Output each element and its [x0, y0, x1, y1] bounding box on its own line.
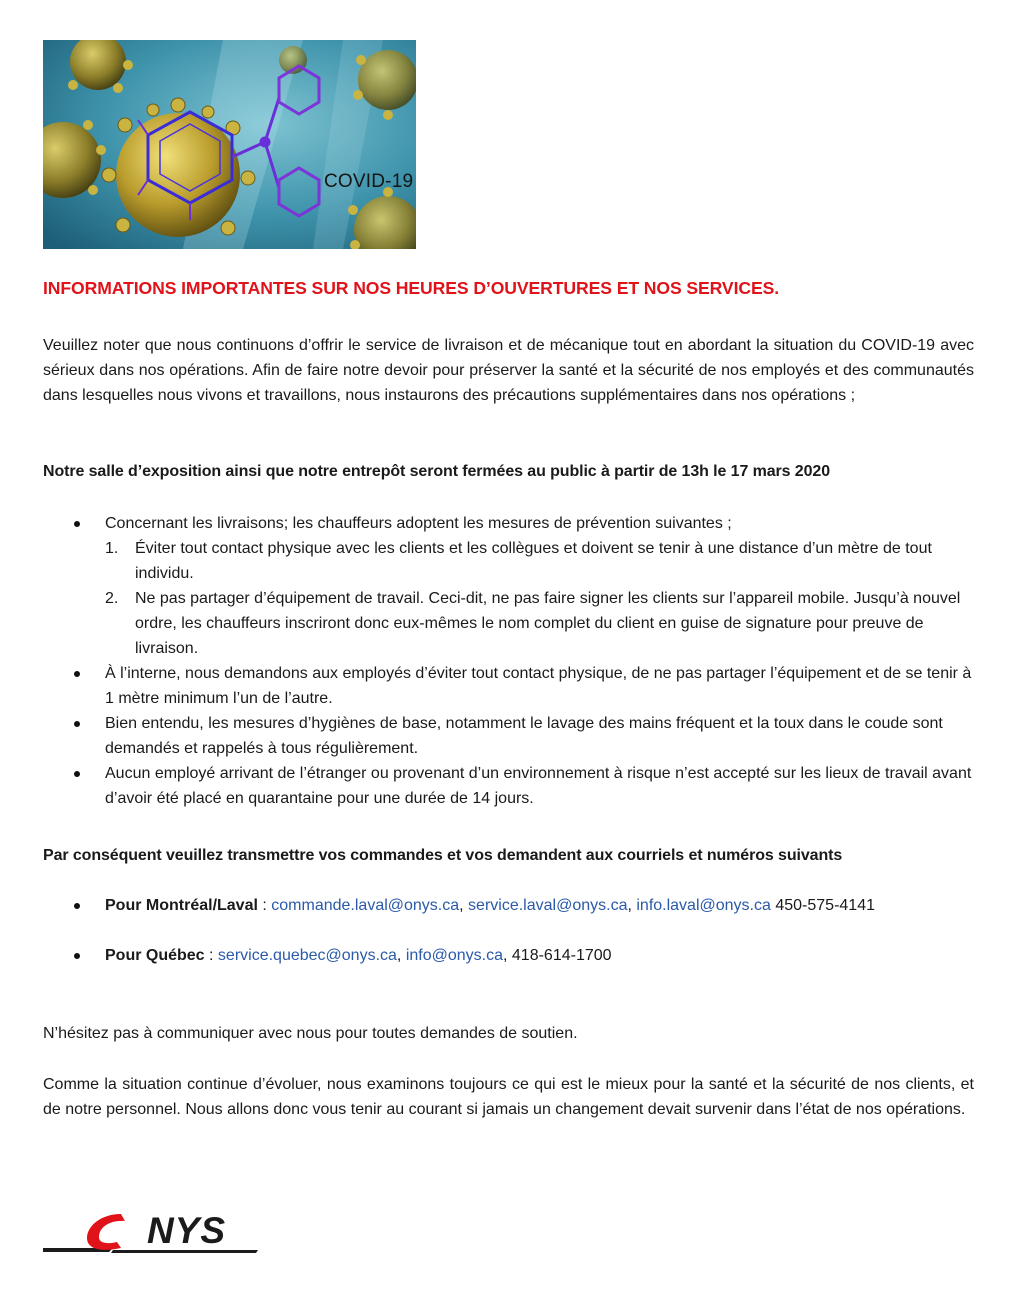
bullet-icon	[74, 721, 80, 727]
contact-intro: Par conséquent veuillez transmettre vos commandes et vos demandent aux courriels et numéros suivants	[43, 847, 843, 864]
bullet-icon	[74, 903, 80, 909]
deliveries-text: Concernant les livraisons; les chauffeurs adoptent les mesures de prévention suivantes ;	[105, 515, 732, 532]
email-link[interactable]: info.laval@onys.ca	[636, 897, 771, 914]
list-item	[43, 711, 983, 761]
quarantine-text: Aucun employé arrivant de l’étranger ou provenant d’un environnement à risque n’est accepté sur les lieux de travail avant d’avoir été placé en quarantaine pour une durée de 14 jours.	[105, 765, 972, 807]
list-item: Pour Québec : service.quebec@onys.ca, info@onys.ca, 418-614-1700	[43, 943, 983, 968]
list-item	[105, 536, 983, 586]
quebec-label: Pour Québec	[105, 947, 205, 964]
spacer	[43, 918, 983, 943]
logo-text: NYS	[147, 1210, 227, 1251]
list-item	[43, 761, 983, 811]
step-number: 2.	[105, 590, 119, 607]
separator: :	[257, 897, 272, 914]
virus-illustration	[43, 40, 416, 249]
intro-paragraph: Veuillez noter que nous continuons d’offrir le service de livraison et de mécanique tout en abordant la situation du COVID-19 avec sérieux dans nos opérations. Afin de faire notre devoir pour préserver la santé et la sécurité de nos employés et des communautés dans lesquelles nous vivons et travaillons, nous instaurons des précautions supplémentaires dans nos opérations ;	[43, 337, 974, 404]
closing-paragraph: Comme la situation continue d’évoluer, nous examinons toujours ce qui est le mieux pour la santé et la sécurité de nos clients, et de notre personnel. Nous allons donc vous tenir au courant si jamais un changement devait survenir dans l’état de nos opérations.	[43, 1076, 974, 1118]
measures-list	[43, 511, 983, 811]
separator: :	[204, 947, 218, 964]
step-text: Ne pas partager d’équipement de travail. Ceci-dit, ne pas faire signer les clients sur l’appareil mobile. Jusqu’à nouvel ordre, les chauffeurs inscriront donc eux-mêmes le nom complet du client en guise de signature pour preuve de livraison.	[135, 590, 961, 657]
list-item	[105, 586, 983, 661]
email-link[interactable]: commande.laval@onys.ca	[271, 897, 460, 914]
support-paragraph: N’hésitez pas à communiquer avec nous pour toutes demandes de soutien.	[43, 1025, 578, 1042]
email-link[interactable]: service.quebec@onys.ca	[217, 947, 397, 964]
covid-banner-image	[43, 40, 416, 249]
bullet-icon	[74, 671, 80, 677]
email-link[interactable]: service.laval@onys.ca	[468, 897, 628, 914]
step-text: Éviter tout contact physique avec les clients et les collègues et doivent se tenir à une distance d’un mètre de tout individu.	[135, 540, 932, 582]
list-item: Pour Montréal/Laval : commande.laval@onys.ca, service.laval@onys.ca, info.laval@onys.ca 450-575-4141	[43, 893, 983, 918]
bullet-icon	[74, 771, 80, 777]
page-title: INFORMATIONS IMPORTANTES SUR NOS HEURES D’OUVERTURES ET NOS SERVICES.	[43, 278, 780, 298]
hygiene-text: Bien entendu, les mesures d’hygiènes de base, notamment le lavage des mains fréquent et la toux dans le coude sont demandés et rappelés à tous régulièrement.	[105, 715, 943, 757]
step-number: 1.	[105, 540, 119, 557]
phone-number: 450-575-4141	[775, 897, 875, 914]
onys-logo	[43, 1208, 258, 1258]
contacts-list	[43, 893, 983, 968]
list-item	[43, 511, 983, 661]
list-item	[43, 661, 983, 711]
phone-number: 418-614-1700	[511, 947, 612, 964]
banner-label: COVID-19	[324, 171, 414, 192]
montreal-label: Pour Montréal/Laval	[105, 897, 258, 914]
delivery-steps-list	[105, 536, 983, 661]
bullet-icon	[74, 953, 80, 959]
internal-text: À l’interne, nous demandons aux employés d’éviter tout contact physique, de ne pas partager l’équipement et de se tenir à 1 mètre minimum l’un de l’autre.	[105, 665, 972, 707]
bullet-icon	[74, 521, 80, 527]
closure-notice: Notre salle d’exposition ainsi que notre entrepôt seront fermées au public à partir de 13h le 17 mars 2020	[43, 463, 830, 480]
email-link[interactable]: info@onys.ca	[405, 947, 503, 964]
